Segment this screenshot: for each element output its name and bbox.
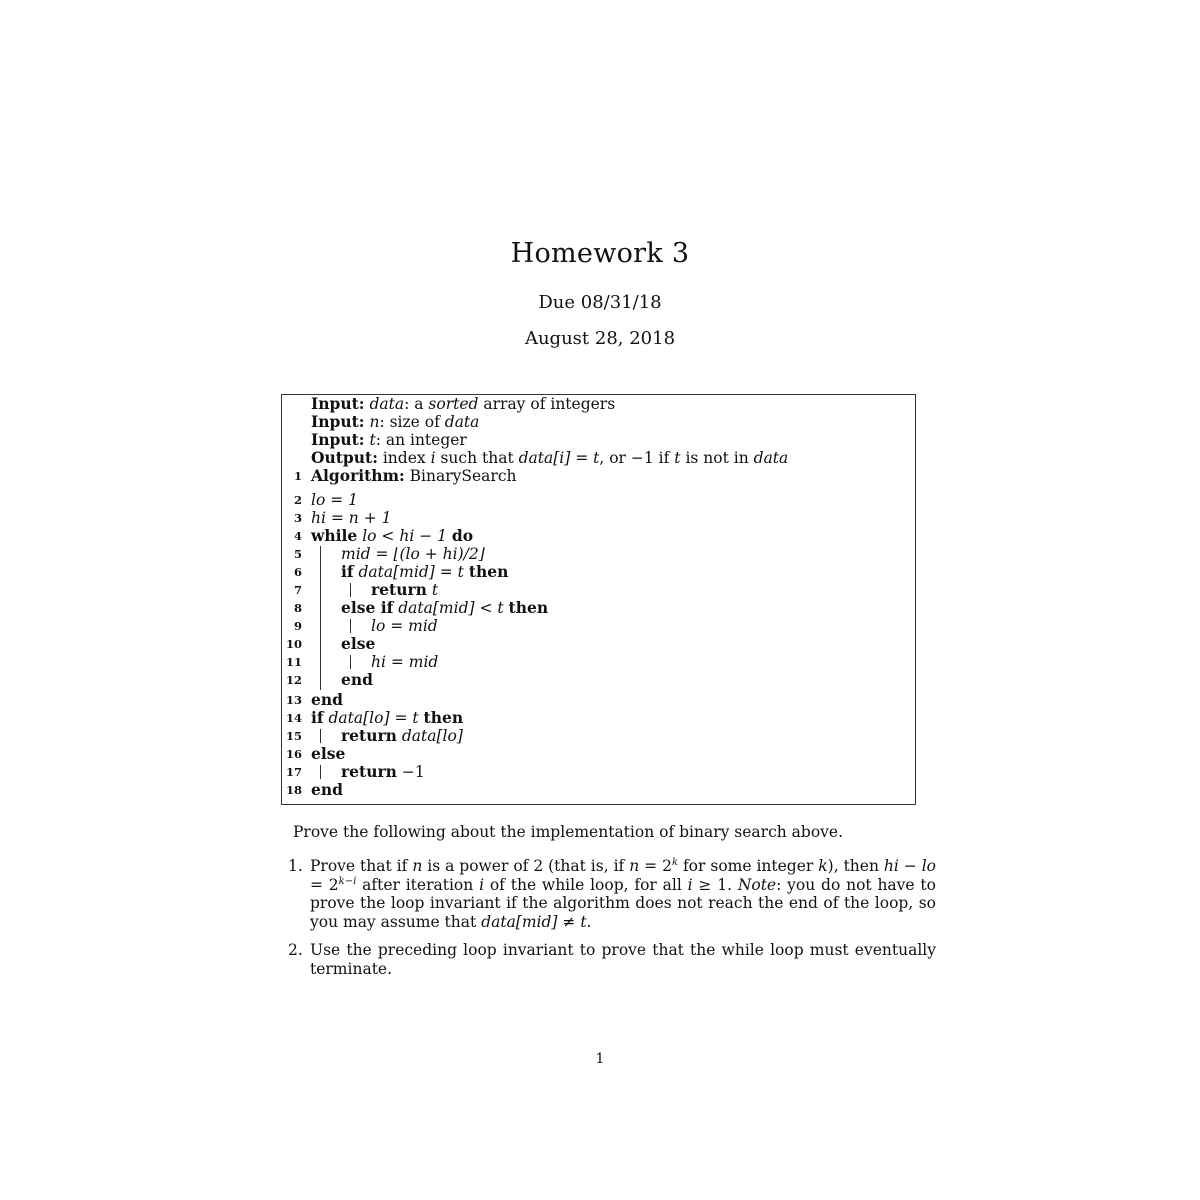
input-sep: : size of [379, 413, 445, 431]
algorithm-output [311, 449, 788, 467]
line-number: 3 [293, 511, 302, 525]
input-label: Input: [311, 412, 365, 431]
problem-2 [288, 941, 936, 978]
problem-text: Use the preceding loop invariant to prove that the while loop must eventually terminate. [310, 941, 936, 978]
code-expr: data[lo] = t [328, 709, 419, 727]
keyword: if [311, 708, 324, 727]
text-run: : you do not have to prove the loop invariant if the algorithm does not reach the end of the loop, so you may assume that [310, 875, 936, 931]
code-line-11 [282, 653, 439, 671]
code-line-15 [282, 726, 463, 745]
code-expr: −1 [401, 763, 425, 781]
input-rest: array of integers [478, 395, 616, 413]
code-line-18 [282, 780, 343, 799]
math-var: n [629, 857, 640, 875]
code-line-9 [282, 617, 438, 635]
line-number: 17 [285, 765, 302, 779]
algorithm-keyword: Algorithm: [311, 466, 405, 485]
code-line-13 [282, 690, 343, 709]
code-expr: data[mid] < t [398, 599, 504, 617]
output-text: is not in [680, 449, 754, 467]
problem-number: 2. [288, 941, 303, 959]
line-number: 8 [293, 601, 302, 615]
else-block-bar [350, 655, 351, 669]
keyword: else if [341, 598, 394, 617]
code-line-17 [282, 762, 425, 781]
code-text [311, 527, 473, 545]
else-block-bar [320, 765, 321, 779]
math-superscript: k−i [338, 875, 357, 887]
text-run: after iteration [356, 875, 480, 894]
math-var: i [687, 875, 693, 894]
document-date: August 28, 2018 [524, 328, 676, 349]
keyword: end [311, 690, 343, 709]
text-run: Prove that if [310, 857, 413, 875]
code-line-10 [282, 634, 376, 653]
math-var: k [818, 857, 828, 875]
line-number: 11 [285, 655, 302, 669]
math-superscript: k [671, 856, 678, 868]
keyword: while [311, 526, 358, 545]
line-number: 4 [293, 529, 302, 543]
code-line-1 [282, 466, 517, 485]
text-run: = 2 [310, 875, 339, 894]
input-emph: sorted [428, 395, 479, 413]
output-text: index [377, 449, 431, 467]
line-number: 9 [293, 619, 302, 633]
note-label: Note [737, 875, 777, 894]
line-number: 15 [285, 729, 302, 743]
line-number: 5 [293, 547, 302, 561]
algorithm-input-n [311, 413, 479, 431]
math-expr: hi − lo [883, 857, 936, 875]
keyword: if [341, 562, 354, 581]
code-text [311, 467, 516, 485]
input-sep: : a [404, 395, 429, 413]
algorithm-input-data [311, 395, 615, 413]
code-expr: hi = mid [371, 653, 439, 671]
keyword: then [508, 598, 549, 617]
code-text [341, 727, 463, 745]
algorithm-name: BinarySearch [409, 467, 517, 485]
code-line-16 [282, 744, 346, 763]
output-text: such that [435, 449, 519, 467]
code-expr: lo = mid [371, 617, 438, 635]
problem-1 [288, 857, 936, 931]
code-expr: hi = n + 1 [311, 509, 392, 527]
line-number: 6 [293, 565, 302, 579]
code-expr: lo = 1 [311, 491, 358, 509]
code-line-2 [282, 491, 358, 509]
code-text [341, 763, 425, 781]
keyword: else [341, 634, 376, 653]
text-run: is a power of 2 (that is, if [422, 857, 630, 875]
code-line-3 [282, 509, 392, 527]
keyword: end [311, 780, 343, 799]
line-number: 16 [285, 747, 302, 761]
input-label: Input: [311, 394, 365, 413]
line-number: 10 [285, 637, 302, 651]
code-text [341, 563, 508, 581]
text-run: = 2 [639, 857, 672, 875]
input-var: data [369, 395, 405, 413]
line-number: 13 [285, 693, 302, 707]
output-var: data [753, 449, 789, 467]
due-date: Due 08/31/18 [538, 292, 662, 313]
keyword: then [468, 562, 509, 581]
code-text [341, 599, 548, 617]
page-title: Homework 3 [510, 238, 690, 269]
text-run: ), then [827, 857, 884, 875]
math-expr: data[mid] ≠ t [481, 912, 587, 931]
code-expr: t [431, 581, 439, 599]
keyword: then [423, 708, 464, 727]
code-text [311, 709, 463, 727]
input-sep: : an integer [375, 431, 467, 449]
problem-text [310, 857, 936, 931]
input-label: Input: [311, 430, 365, 449]
output-expr: data[i] = t [518, 449, 600, 467]
output-var: i [430, 449, 436, 467]
problem-number: 1. [288, 857, 303, 875]
keyword: do [451, 526, 474, 545]
output-text: , or −1 if [599, 449, 675, 467]
keyword: return [341, 762, 397, 781]
keyword: return [341, 726, 397, 745]
line-number: 1 [293, 469, 302, 483]
keyword: end [341, 670, 373, 689]
output-label: Output: [311, 448, 378, 467]
line-number: 7 [293, 583, 302, 597]
code-expr: data[mid] = t [358, 563, 464, 581]
line-number: 12 [285, 673, 302, 687]
if-block-bar [320, 729, 321, 743]
code-expr: data[lo] [401, 727, 463, 745]
keyword: else [311, 744, 346, 763]
text-run: for some integer [678, 857, 819, 875]
code-line-7 [282, 580, 439, 599]
code-line-4 [282, 526, 474, 545]
while-block-bar [320, 546, 321, 690]
input-var: n [369, 413, 380, 431]
line-number: 2 [293, 493, 302, 507]
input-emph: data [444, 413, 480, 431]
math-var: n [412, 857, 423, 875]
input-var: t [369, 431, 376, 449]
code-expr: lo < hi − 1 [362, 527, 447, 545]
output-var: t [674, 449, 681, 467]
code-text [371, 581, 438, 599]
math-var: i [479, 875, 485, 894]
code-line-14 [282, 708, 464, 727]
keyword: return [371, 580, 427, 599]
code-line-6 [282, 562, 509, 581]
line-number: 14 [285, 711, 302, 725]
elseif-block-bar [350, 619, 351, 633]
text-run: of the while loop, for all [484, 875, 688, 894]
code-expr: mid = ⌊(lo + hi)/2⌋ [341, 545, 485, 563]
intro-text: Prove the following about the implementation of binary search above. [293, 823, 844, 841]
line-number: 18 [285, 783, 302, 797]
text-run: ≥ 1. [692, 875, 738, 894]
code-line-5 [282, 545, 485, 563]
text-run: . [586, 912, 592, 931]
page-number: 1 [595, 1051, 605, 1067]
algorithm-input-t [311, 431, 467, 449]
code-line-12 [282, 670, 373, 689]
if-block-bar [350, 583, 351, 597]
code-line-8 [282, 598, 549, 617]
